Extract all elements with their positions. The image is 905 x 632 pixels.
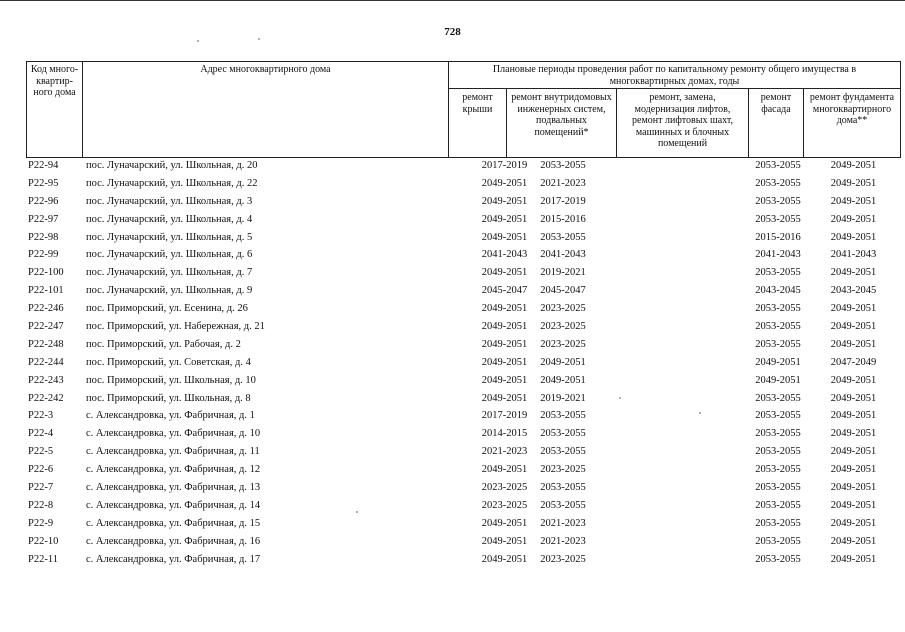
address-cell: с. Александровка, ул. Фабричная, д. 17 <box>86 553 261 565</box>
internal-systems-cell: 2053-2055 <box>540 446 586 458</box>
scan-speck <box>258 38 260 40</box>
internal-systems-cell: 2053-2055 <box>540 482 586 494</box>
foundation-cell: 2049-2051 <box>830 410 877 422</box>
facade-cell: 2053-2055 <box>755 410 801 422</box>
facade-cell: 2053-2055 <box>755 160 801 171</box>
roof-cell: 2049-2051 <box>481 338 528 350</box>
header-periods <box>448 61 901 89</box>
table-row <box>26 175 901 193</box>
internal-systems-cell: 2023-2025 <box>540 303 586 315</box>
facade-cell: 2053-2055 <box>755 446 801 458</box>
foundation-cell: 2049-2051 <box>830 428 877 440</box>
address-cell: с. Александровка, ул. Фабричная, д. 12 <box>86 464 261 476</box>
roof-cell: 2049-2051 <box>481 517 528 529</box>
foundation-cell: 2041-2043 <box>830 249 877 261</box>
address-cell: пос. Приморский, ул. Школьная, д. 10 <box>86 374 256 386</box>
facade-cell: 2053-2055 <box>755 517 801 529</box>
address-cell: пос. Луначарский, ул. Школьная, д. 3 <box>86 195 253 207</box>
foundation-cell: 2049-2051 <box>830 535 877 547</box>
roof-cell: 2023-2025 <box>481 482 528 494</box>
address-cell: с. Александровка, ул. Фабричная, д. 10 <box>86 428 261 440</box>
foundation-cell: 2049-2051 <box>830 464 877 476</box>
address-cell: пос. Луначарский, ул. Школьная, д. 5 <box>86 231 253 243</box>
foundation-cell: 2049-2051 <box>830 553 877 565</box>
facade-cell: 2053-2055 <box>755 303 801 315</box>
internal-systems-cell: 2023-2025 <box>540 553 586 565</box>
facade-cell: 2049-2051 <box>755 374 801 386</box>
internal-systems-cell: 2015-2016 <box>540 213 586 225</box>
code-cell: Р22-247 <box>28 321 64 333</box>
page-top-rule <box>0 0 905 1</box>
facade-cell: 2053-2055 <box>755 213 801 225</box>
internal-systems-cell: 2023-2025 <box>540 338 586 350</box>
code-cell: Р22-7 <box>28 482 54 494</box>
address-cell: с. Александровка, ул. Фабричная, д. 16 <box>86 535 261 547</box>
table-row <box>26 479 901 497</box>
header-roof <box>448 88 507 158</box>
table-row <box>26 533 901 551</box>
scan-speck <box>699 412 701 414</box>
roof-cell: 2049-2051 <box>481 231 528 243</box>
table-row <box>26 551 901 569</box>
address-cell: пос. Луначарский, ул. Школьная, д. 4 <box>86 213 253 225</box>
header-foundation-text: ремонт фундамента многоквартирного дома** <box>809 92 895 126</box>
foundation-cell: 2049-2051 <box>830 338 877 350</box>
table-row <box>26 318 901 336</box>
internal-systems-cell: 2053-2055 <box>540 428 586 440</box>
address-cell: с. Александровка, ул. Фабричная, д. 1 <box>86 410 255 422</box>
code-cell: Р22-100 <box>28 267 64 279</box>
header-address <box>82 61 449 158</box>
facade-cell: 2041-2043 <box>755 249 801 261</box>
code-cell: Р22-5 <box>28 446 54 458</box>
table-row <box>26 354 901 372</box>
table-body <box>26 157 901 568</box>
table-row <box>26 211 901 229</box>
facade-cell: 2053-2055 <box>755 321 801 333</box>
foundation-cell: 2049-2051 <box>830 177 877 189</box>
header-internal <box>506 88 617 158</box>
foundation-cell: 2047-2049 <box>830 356 877 368</box>
table-row <box>26 336 901 354</box>
roof-cell: 2049-2051 <box>481 321 528 333</box>
address-cell: с. Александровка, ул. Фабричная, д. 14 <box>86 499 261 511</box>
header-address-text: Адрес многоквартирного дома <box>200 64 331 75</box>
foundation-cell: 2043-2045 <box>830 285 877 297</box>
table-row <box>26 425 901 443</box>
address-cell: с. Александровка, ул. Фабричная, д. 11 <box>86 446 260 458</box>
facade-cell: 2053-2055 <box>755 535 801 547</box>
page-number: 728 <box>444 26 461 38</box>
foundation-cell: 2049-2051 <box>830 160 877 171</box>
roof-cell: 2049-2051 <box>481 356 528 368</box>
table-row <box>26 193 901 211</box>
code-cell: Р22-98 <box>28 231 59 243</box>
address-cell: с. Александровка, ул. Фабричная, д. 15 <box>86 517 261 529</box>
internal-systems-cell: 2021-2023 <box>540 517 586 529</box>
table-row <box>26 372 901 390</box>
table-row <box>26 300 901 318</box>
roof-cell: 2041-2043 <box>481 249 528 261</box>
table-row <box>26 264 901 282</box>
table-row <box>26 407 901 425</box>
facade-cell: 2043-2045 <box>755 285 801 297</box>
roof-cell: 2017-2019 <box>481 410 528 422</box>
foundation-cell: 2049-2051 <box>830 231 877 243</box>
internal-systems-cell: 2041-2043 <box>540 249 586 261</box>
scan-speck <box>356 511 358 513</box>
roof-cell: 2049-2051 <box>481 213 528 225</box>
roof-cell: 2049-2051 <box>481 177 528 189</box>
address-cell: пос. Приморский, ул. Советская, д. 4 <box>86 356 251 368</box>
internal-systems-cell: 2045-2047 <box>540 285 586 297</box>
roof-cell: 2049-2051 <box>481 267 528 279</box>
facade-cell: 2053-2055 <box>755 464 801 476</box>
roof-cell: 2045-2047 <box>481 285 528 297</box>
address-cell: пос. Приморский, ул. Есенина, д. 26 <box>86 303 248 315</box>
facade-cell: 2053-2055 <box>755 338 801 350</box>
internal-systems-cell: 2019-2021 <box>540 392 586 404</box>
roof-cell: 2023-2025 <box>481 499 528 511</box>
address-cell: пос. Луначарский, ул. Школьная, д. 6 <box>86 249 253 261</box>
table-row <box>26 497 901 515</box>
facade-cell: 2053-2055 <box>755 428 801 440</box>
facade-cell: 2053-2055 <box>755 553 801 565</box>
foundation-cell: 2049-2051 <box>830 374 877 386</box>
scan-speck <box>197 40 199 42</box>
header-code-text: Код много-квартир-ного дома <box>30 64 79 98</box>
code-cell: Р22-3 <box>28 410 54 422</box>
roof-cell: 2049-2051 <box>481 303 528 315</box>
foundation-cell: 2049-2051 <box>830 195 877 207</box>
address-cell: пос. Луначарский, ул. Школьная, д. 22 <box>86 177 258 189</box>
code-cell: Р22-244 <box>28 356 64 368</box>
header-roof-text: ремонт крыши <box>462 92 493 115</box>
address-cell: пос. Луначарский, ул. Школьная, д. 7 <box>86 267 253 279</box>
roof-cell: 2049-2051 <box>481 392 528 404</box>
code-cell: Р22-94 <box>28 160 59 171</box>
header-facade <box>748 88 804 158</box>
internal-systems-cell: 2023-2025 <box>540 464 586 476</box>
table-row <box>26 461 901 479</box>
internal-systems-cell: 2023-2025 <box>540 321 586 333</box>
internal-systems-cell: 2053-2055 <box>540 410 586 422</box>
internal-systems-cell: 2017-2019 <box>540 195 586 207</box>
table-row <box>26 390 901 408</box>
roof-cell: 2049-2051 <box>481 195 528 207</box>
foundation-cell: 2049-2051 <box>830 303 877 315</box>
foundation-cell: 2049-2051 <box>830 267 877 279</box>
facade-cell: 2053-2055 <box>755 499 801 511</box>
internal-systems-cell: 2053-2055 <box>540 231 586 243</box>
address-cell: пос. Луначарский, ул. Школьная, д. 20 <box>86 160 258 171</box>
address-cell: пос. Приморский, ул. Школьная, д. 8 <box>86 392 251 404</box>
roof-cell: 2049-2051 <box>481 464 528 476</box>
code-cell: Р22-95 <box>28 177 59 189</box>
address-cell: с. Александровка, ул. Фабричная, д. 13 <box>86 482 261 494</box>
header-code <box>26 61 83 158</box>
header-facade-text: ремонт фасада <box>760 92 792 115</box>
internal-systems-cell: 2053-2055 <box>540 499 586 511</box>
foundation-cell: 2049-2051 <box>830 482 877 494</box>
internal-systems-cell: 2019-2021 <box>540 267 586 279</box>
roof-cell: 2017-2019 <box>481 160 528 171</box>
code-cell: Р22-6 <box>28 464 54 476</box>
roof-cell: 2049-2051 <box>481 553 528 565</box>
roof-cell: 2021-2023 <box>481 446 528 458</box>
code-cell: Р22-9 <box>28 517 54 529</box>
facade-cell: 2053-2055 <box>755 177 801 189</box>
foundation-cell: 2049-2051 <box>830 446 877 458</box>
scan-speck <box>619 397 621 399</box>
address-cell: пос. Приморский, ул. Рабочая, д. 2 <box>86 338 241 350</box>
code-cell: Р22-242 <box>28 392 64 404</box>
facade-cell: 2053-2055 <box>755 482 801 494</box>
facade-cell: 2053-2055 <box>755 195 801 207</box>
table-row <box>26 443 901 461</box>
header-foundation <box>803 88 901 158</box>
header-periods-text: Плановые периоды проведения работ по капитальному ремонту общего имущества в многоквартирных домах, годы <box>492 64 857 87</box>
code-cell: Р22-8 <box>28 499 54 511</box>
internal-systems-cell: 2053-2055 <box>540 160 586 171</box>
table-row <box>26 515 901 533</box>
table-row <box>26 246 901 264</box>
address-cell: пос. Луначарский, ул. Школьная, д. 9 <box>86 285 253 297</box>
code-cell: Р22-243 <box>28 374 64 386</box>
facade-cell: 2053-2055 <box>755 392 801 404</box>
facade-cell: 2053-2055 <box>755 267 801 279</box>
internal-systems-cell: 2021-2023 <box>540 177 586 189</box>
foundation-cell: 2049-2051 <box>830 321 877 333</box>
code-cell: Р22-99 <box>28 249 59 261</box>
table-row <box>26 229 901 247</box>
roof-cell: 2014-2015 <box>481 428 528 440</box>
code-cell: Р22-96 <box>28 195 59 207</box>
internal-systems-cell: 2021-2023 <box>540 535 586 547</box>
table-row <box>26 282 901 300</box>
foundation-cell: 2049-2051 <box>830 499 877 511</box>
code-cell: Р22-11 <box>28 553 58 565</box>
foundation-cell: 2049-2051 <box>830 392 877 404</box>
header-elevator <box>616 88 749 158</box>
code-cell: Р22-246 <box>28 303 64 315</box>
code-cell: Р22-97 <box>28 213 59 225</box>
header-internal-text: ремонт внутридомовых инженерных систем, подвальных помещений* <box>511 92 612 138</box>
code-cell: Р22-4 <box>28 428 54 440</box>
roof-cell: 2049-2051 <box>481 535 528 547</box>
header-elevator-text: ремонт, замена, модернизация лифтов, ремонт лифтовых шахт, машинных и блочных помещений <box>632 92 733 149</box>
code-cell: Р22-248 <box>28 338 64 350</box>
roof-cell: 2049-2051 <box>481 374 528 386</box>
code-cell: Р22-101 <box>28 285 64 297</box>
internal-systems-cell: 2049-2051 <box>540 356 586 368</box>
foundation-cell: 2049-2051 <box>830 213 877 225</box>
facade-cell: 2049-2051 <box>755 356 801 368</box>
internal-systems-cell: 2049-2051 <box>540 374 586 386</box>
facade-cell: 2015-2016 <box>755 231 801 243</box>
address-cell: пос. Приморский, ул. Набережная, д. 21 <box>86 321 265 333</box>
foundation-cell: 2049-2051 <box>830 517 877 529</box>
code-cell: Р22-10 <box>28 535 59 547</box>
table-row <box>26 157 901 175</box>
